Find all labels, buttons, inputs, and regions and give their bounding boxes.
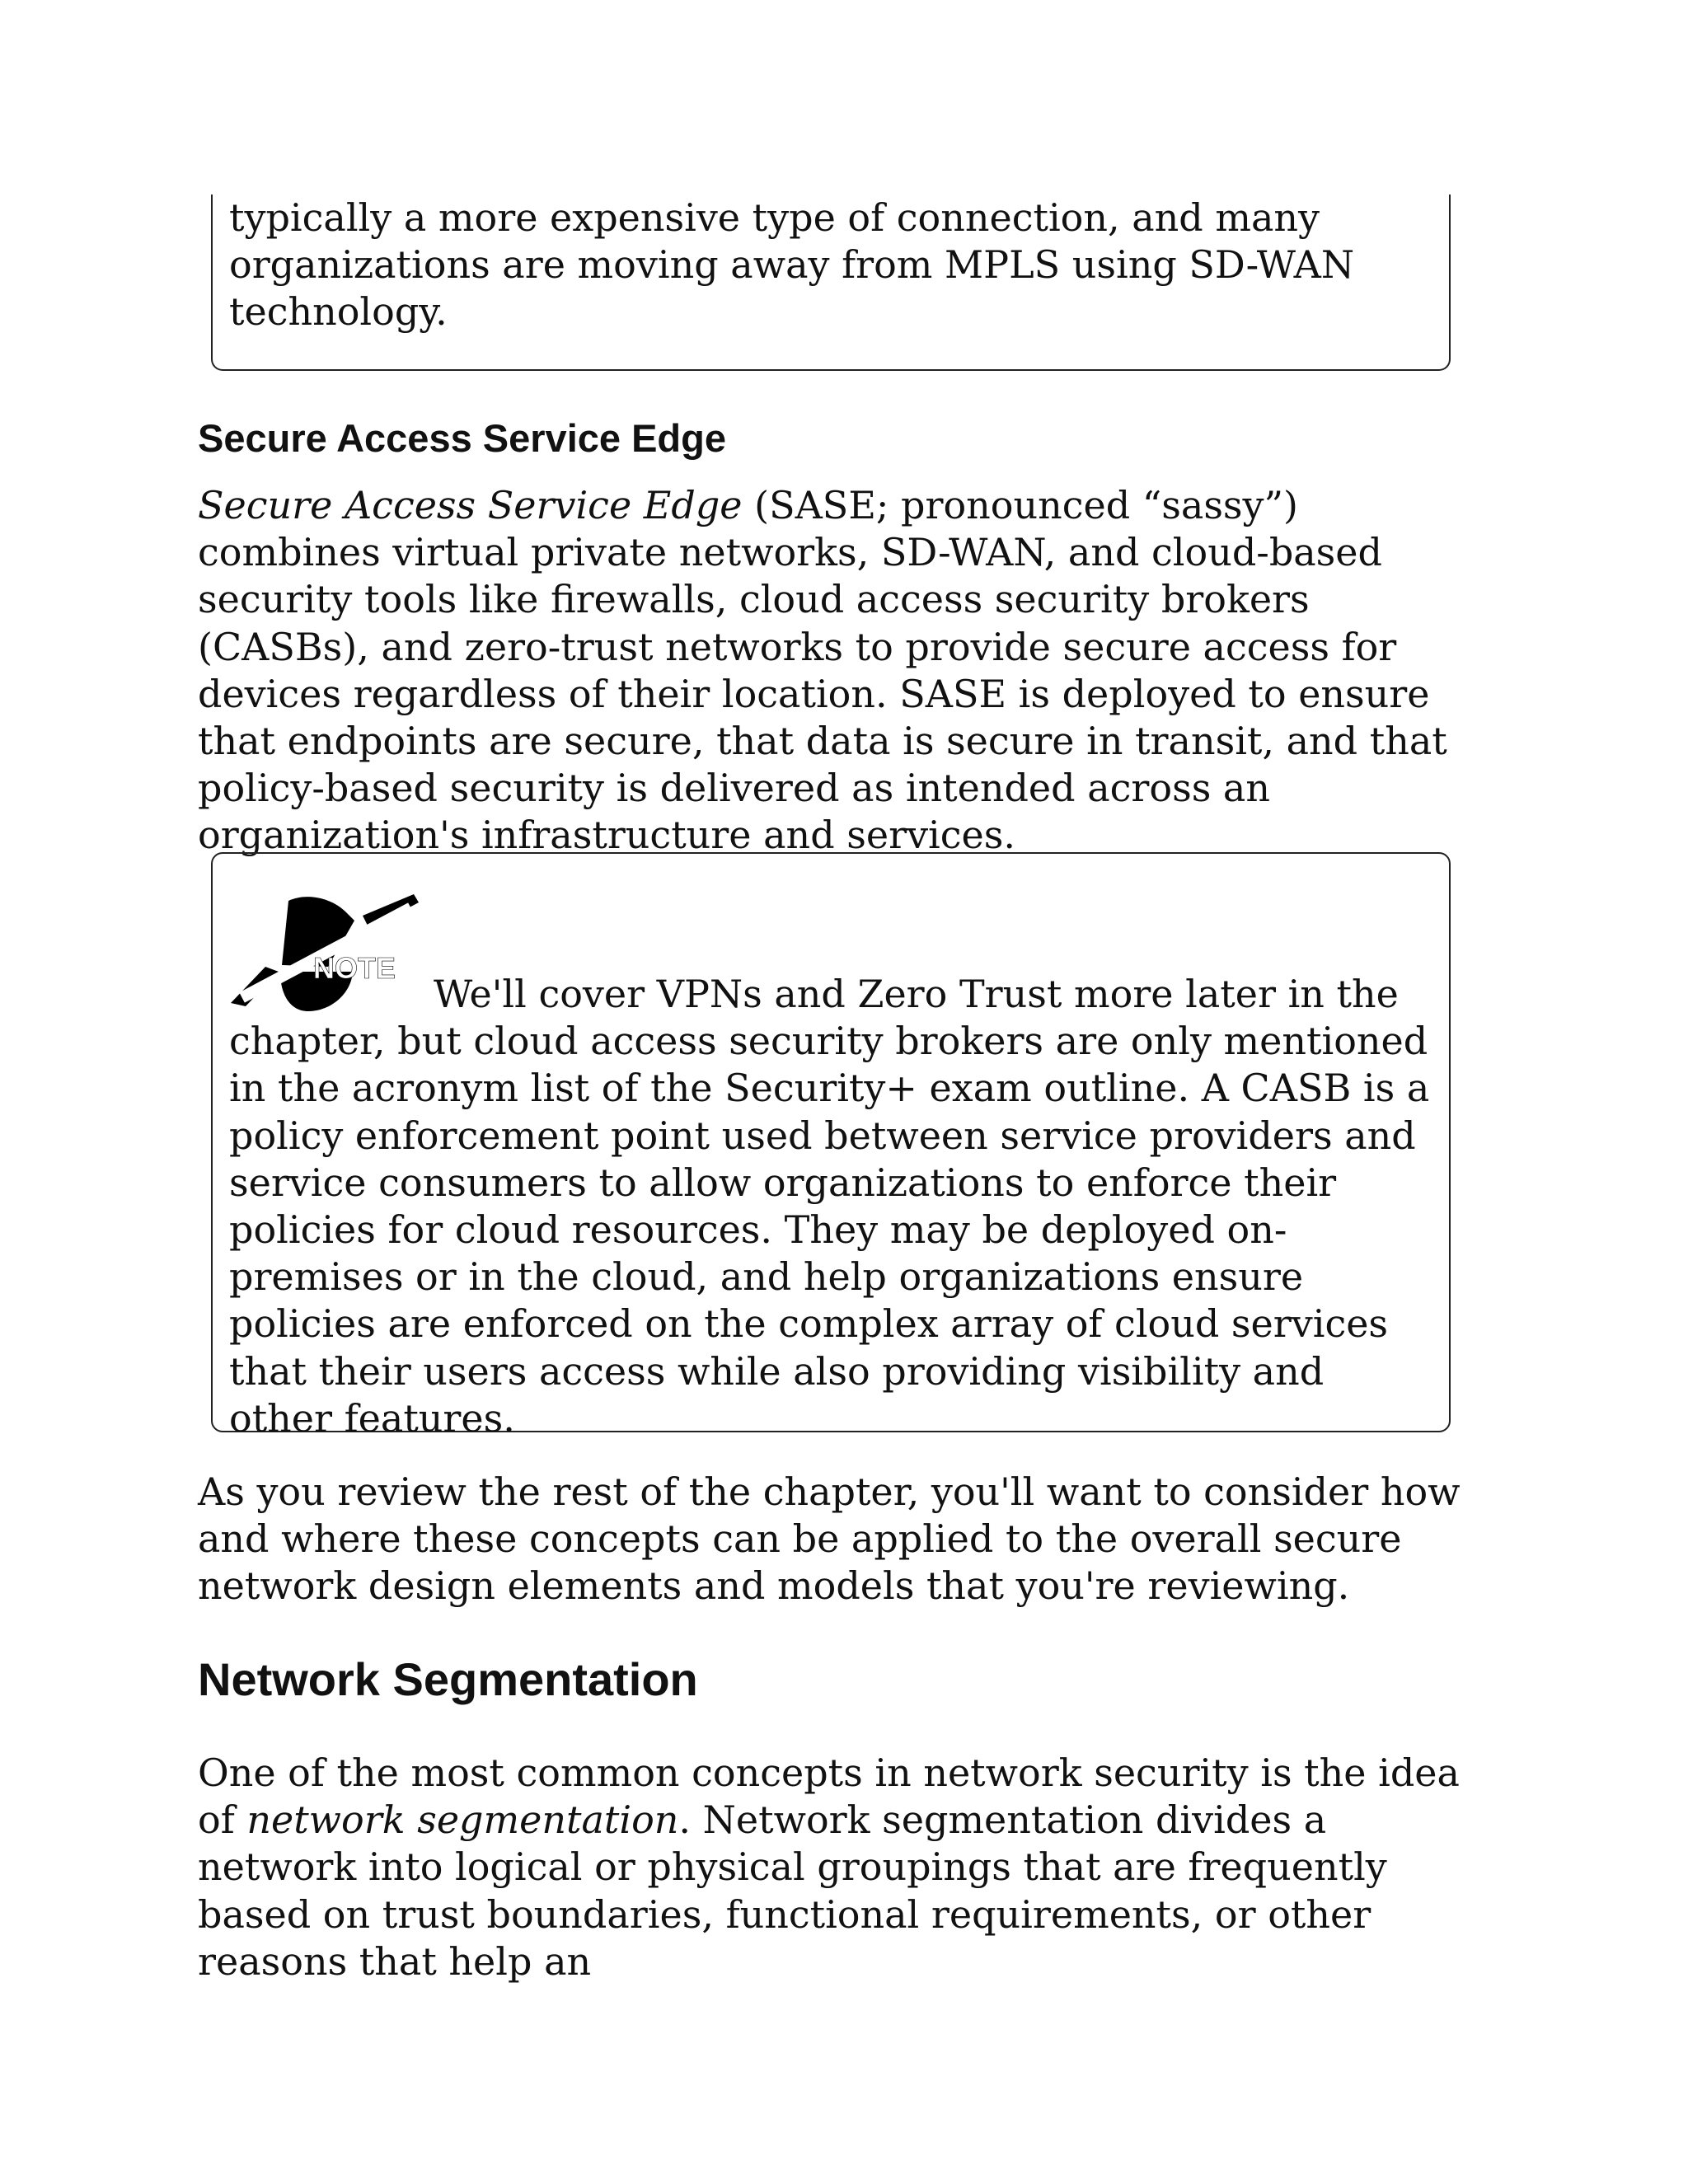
section-heading-network-segmentation: Network Segmentation [198, 1653, 698, 1705]
continued-callout-text: typically a more expensive type of connection, and many organizations are moving away from MPLS using SD-WAN technology. [229, 195, 1355, 334]
section-heading-sase: Secure Access Service Edge [198, 416, 726, 460]
sase-body: (SASE; pronounced “sassy”) combines virtual private networks, SD-WAN, and cloud-based security tools like firewalls, cloud access security brokers (CASBs), and zero-trust networks to provide secure access for devices regardless of their location. SASE is deployed to ensure that endpoints are secure, that data is secure in transit, and that policy-based security is delivered as intended across an organization's infrastructure and services. [198, 483, 1447, 858]
review-paragraph: As you review the rest of the chapter, you'll want to consider how and where these concepts can be applied to the overall secure network design elements and models that you're reviewing. [198, 1469, 1461, 1609]
segmentation-body: . Network segmentation divides a network into logical or physical groupings that are frequently based on trust boundaries, functional requirements, or other reasons that help an [198, 1797, 1387, 1984]
note-icon-label: NOTE [313, 951, 396, 985]
segmentation-term: network segmentation [246, 1797, 679, 1843]
segmentation-paragraph [198, 1750, 1475, 1985]
sase-term: Secure Access Service Edge [198, 483, 743, 527]
note-text: We'll cover VPNs and Zero Trust more later in the chapter, but cloud access security brokers are only mentioned in the acronym list of the Security+ exam outline. A CASB is a policy enforcement point used between service providers and service consumers to allow organizations to enforce their policies for cloud resources. They may be deployed on-premises or in the cloud, and help organizations ensure policies are enforced on the complex array of cloud services that their users access while also providing visibility and other features. [229, 972, 1430, 1441]
sase-paragraph [198, 482, 1475, 860]
segmentation-intro: One of the most common concepts in network security is the idea of [198, 1750, 1460, 1843]
